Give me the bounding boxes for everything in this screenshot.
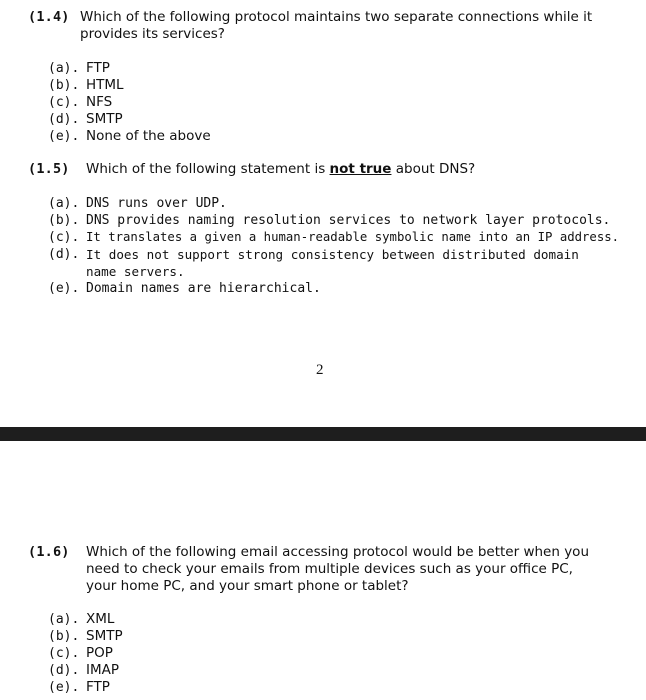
option-text: FTP bbox=[86, 679, 110, 695]
option-label: (a). bbox=[48, 612, 80, 627]
option-text: SMTP bbox=[86, 111, 123, 127]
question-number: (1.5) bbox=[28, 161, 70, 177]
question-text-after: about DNS? bbox=[391, 161, 476, 177]
option-label: (c). bbox=[48, 646, 80, 661]
emphasis-not-true: not true bbox=[329, 161, 392, 177]
option-label: (d). bbox=[48, 112, 80, 127]
option-label: (b). bbox=[48, 78, 80, 93]
option-c bbox=[48, 229, 619, 246]
option-label: (b). bbox=[48, 629, 80, 644]
question-number: (1.6) bbox=[28, 544, 70, 560]
option-d bbox=[48, 246, 618, 280]
option-label: (a). bbox=[48, 61, 80, 76]
option-e bbox=[48, 128, 211, 145]
option-label: (d). bbox=[48, 247, 80, 262]
option-text: SMTP bbox=[86, 628, 123, 644]
option-text: XML bbox=[86, 611, 115, 627]
option-e bbox=[48, 280, 321, 297]
option-e bbox=[48, 679, 110, 696]
option-a bbox=[48, 195, 227, 212]
option-text: DNS runs over UDP. bbox=[86, 196, 227, 211]
option-text: NFS bbox=[86, 94, 113, 110]
question-text bbox=[86, 161, 626, 178]
option-label: (e). bbox=[48, 680, 80, 695]
option-label: (b). bbox=[48, 213, 80, 228]
option-text: It does not support strong consistency between distributed domain name servers. bbox=[86, 247, 579, 279]
question-number: (1.4) bbox=[28, 9, 70, 25]
option-a bbox=[48, 60, 110, 77]
option-text: FTP bbox=[86, 60, 110, 76]
option-d bbox=[48, 662, 119, 679]
option-text: POP bbox=[86, 645, 113, 661]
option-label: (c). bbox=[48, 230, 80, 245]
option-label: (c). bbox=[48, 95, 80, 110]
option-label: (e). bbox=[48, 129, 80, 144]
option-text: None of the above bbox=[86, 128, 211, 144]
option-text: Domain names are hierarchical. bbox=[86, 281, 321, 296]
option-b bbox=[48, 77, 124, 94]
option-text: IMAP bbox=[86, 662, 120, 678]
option-b bbox=[48, 628, 123, 645]
option-label: (a). bbox=[48, 196, 80, 211]
page-number: 2 bbox=[316, 362, 324, 378]
option-label: (e). bbox=[48, 281, 80, 296]
option-text: It translates a given a human-readable symbolic name into an IP address. bbox=[86, 230, 620, 244]
option-a bbox=[48, 611, 114, 628]
option-c bbox=[48, 94, 112, 111]
option-c bbox=[48, 645, 113, 662]
question-text: Which of the following protocol maintains two separate connections while it provides its services? bbox=[80, 9, 593, 42]
option-d bbox=[48, 111, 123, 128]
question-text-before: Which of the following statement is bbox=[86, 161, 330, 177]
page-break-divider bbox=[0, 427, 646, 441]
option-text: HTML bbox=[86, 77, 124, 93]
option-b bbox=[48, 212, 610, 229]
option-label: (d). bbox=[48, 663, 80, 678]
question-text: Which of the following email accessing protocol would be better when you need to check your emails from multiple devices such as your office PC, your home PC, and your smart phone or tablet? bbox=[86, 544, 589, 594]
option-text: DNS provides naming resolution services to network layer protocols. bbox=[86, 213, 611, 228]
